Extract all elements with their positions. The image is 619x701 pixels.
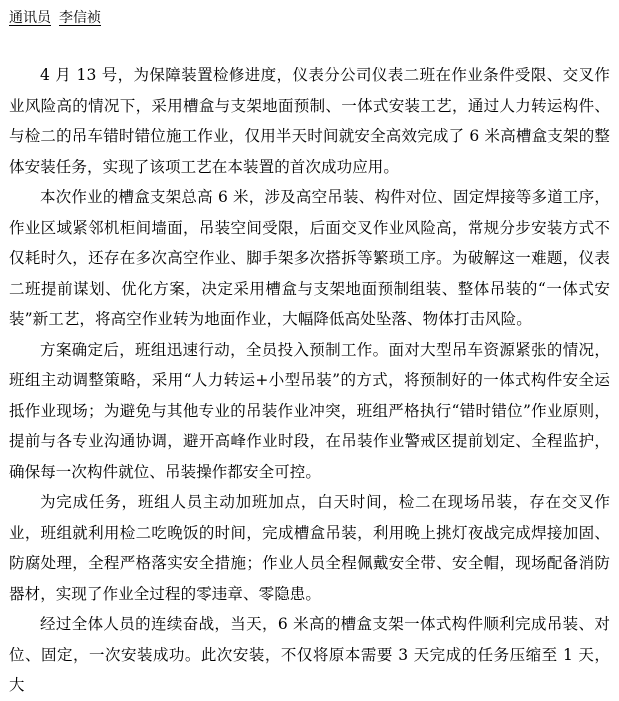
paragraph-3: 方案确定后，班组迅速行动，全员投入预制工作。面对大型吊车资源紧张的情况，班组主动调整策略，采用“人力转运+小型吊装”的方式，将预制好的一体式构件安全运抵作业现场；为避免与其他专业的吊装作业冲突，班组严格执行“错时错位”作业原则，提前与各专业沟通协调，避开高峰作业时段，在吊装作业警戒区提前划定、全程监护，确保每一次构件就位、吊装操作都安全可控。 <box>9 340 610 481</box>
byline-role: 通讯员 <box>9 10 51 26</box>
paragraph-5: 经过全体人员的连续奋战，当天，6 米高的槽盒支架一体式构件顺利完成吊装、对位、固定，一次安装成功。此次安装，不仅将原本需要 3 天完成的任务压缩至 1 天，大 <box>9 615 610 694</box>
byline-name: 李信祯 <box>59 10 101 26</box>
byline <box>9 8 610 28</box>
paragraph-4: 为完成任务，班组人员主动加班加点，白天时间，检二在现场吊装，存在交叉作业，班组就利用检二吃晚饭的时间，完成槽盒吊装，利用晚上挑灯夜战完成焊接加固、防腐处理，全程严格落实安全措施；作业人员全程佩戴安全带、安全帽，现场配备消防器材，实现了作业全过程的零违章、零隐患。 <box>9 493 610 603</box>
paragraph-2: 本次作业的槽盒支架总高 6 米，涉及高空吊装、构件对位、固定焊接等多道工序，作业区域紧邻机柜间墙面，吊装空间受限，后面交叉作业风险高，常规分步安装方式不仅耗时久，还存在多次高空作业、脚手架多次搭拆等繁琐工序。为破解这一难题，仪表二班提前谋划、优化方案，决定采用槽盒与支架地面预制组装、整体吊装的“一体式安装”新工艺，将高空作业转为地面作业，大幅降低高处坠落、物体打击风险。 <box>9 188 610 328</box>
paragraph-1: 4 月 13 号，为保障装置检修进度，仪表分公司仪表二班在作业条件受限、交叉作业风险高的情况下，采用槽盒与支架地面预制、一体式安装工艺，通过人力转运构件、与检二的吊车错时错位施工作业，仅用半天时间就安全高效完成了 6 米高槽盒支架的整体安装任务，实现了该项工艺在本装置的首次成功应用。 <box>9 66 610 176</box>
